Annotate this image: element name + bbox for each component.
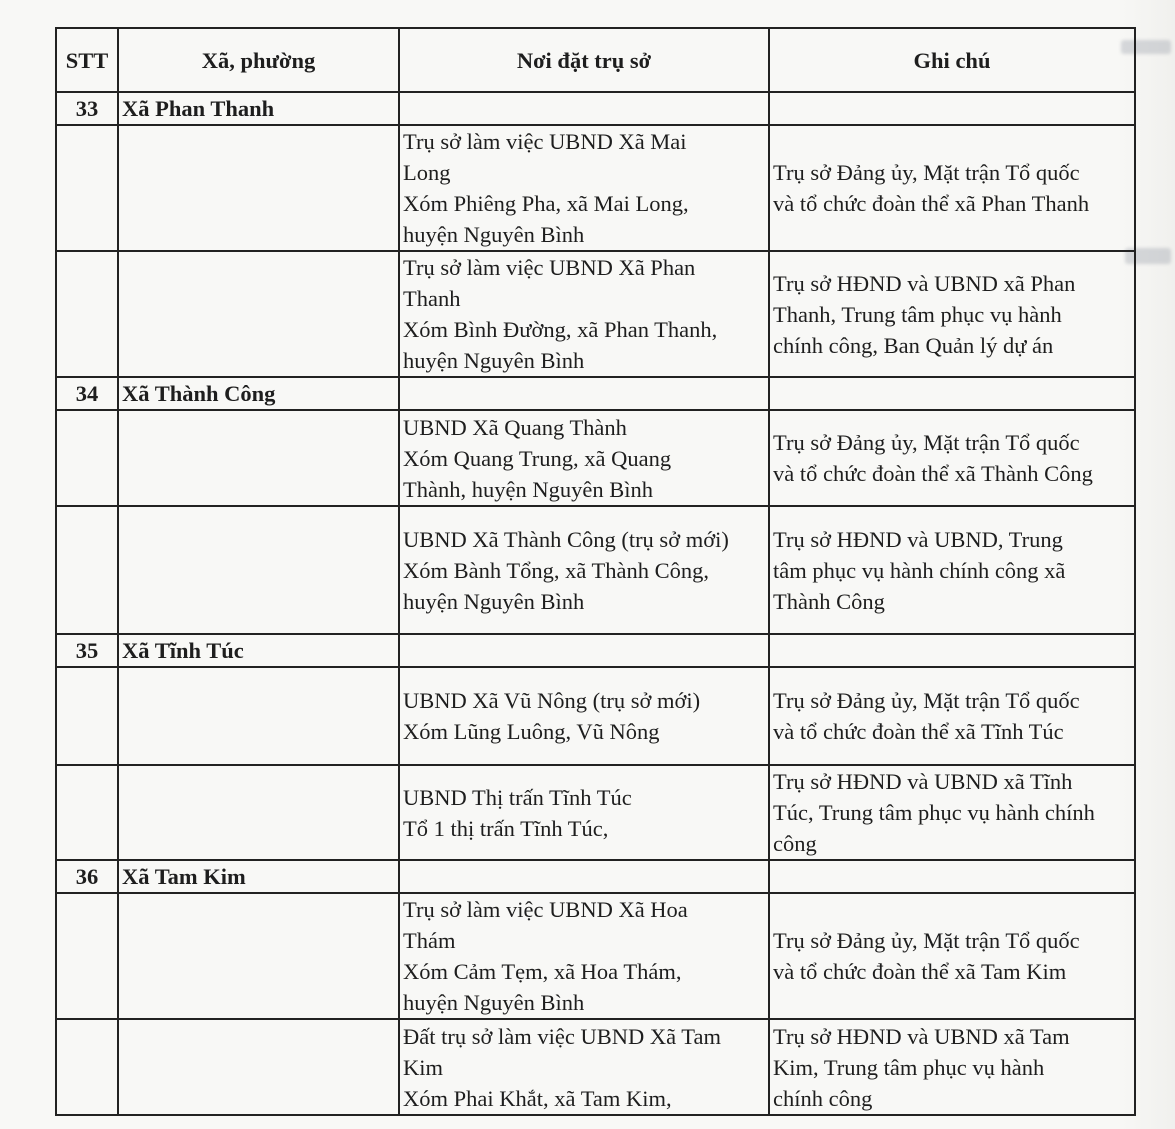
- empty-cell: [769, 634, 1135, 667]
- location-cell: [399, 251, 769, 377]
- note-line: tâm phục vụ hành chính công xã: [773, 557, 1066, 583]
- note-cell: [769, 410, 1135, 506]
- table-row: [56, 1019, 1135, 1115]
- group-row: [56, 634, 1135, 667]
- table-row: [56, 251, 1135, 377]
- note-line: và tổ chức đoàn thể xã Phan Thanh: [773, 191, 1090, 216]
- group-stt: 34: [56, 377, 118, 410]
- header-stt: STT: [56, 28, 118, 92]
- table-header-row: [56, 28, 1135, 92]
- note-cell: [769, 765, 1135, 860]
- empty-cell: [399, 634, 769, 667]
- location-line: Thanh: [403, 286, 461, 311]
- note-cell: [769, 251, 1135, 377]
- group-row: [56, 860, 1135, 893]
- header-location: Nơi đặt trụ sở: [399, 28, 769, 92]
- location-line: UBND Thị trấn Tĩnh Túc: [403, 784, 632, 810]
- note-cell: [769, 667, 1135, 765]
- note-line: Trụ sở HĐND và UBND xã Tam: [773, 1023, 1070, 1049]
- empty-cell: [118, 667, 399, 765]
- location-cell: [399, 1019, 769, 1115]
- empty-cell: [769, 377, 1135, 410]
- group-name: Xã Tĩnh Túc: [118, 634, 399, 667]
- empty-cell: [769, 92, 1135, 125]
- table-row: [56, 410, 1135, 506]
- group-stt: 33: [56, 92, 118, 125]
- location-line: Kim: [403, 1054, 444, 1080]
- empty-cell: [56, 1019, 118, 1115]
- location-line: Trụ sở làm việc UBND Xã Hoa: [403, 897, 688, 922]
- location-line: UBND Xã Vũ Nông (trụ sở mới): [403, 688, 701, 713]
- location-line: Long: [403, 160, 451, 185]
- location-line: Xóm Lũng Luông, Vũ Nông: [403, 719, 660, 744]
- table-row: [56, 765, 1135, 860]
- location-line: Xóm Phiêng Pha, xã Mai Long,: [403, 191, 689, 216]
- empty-cell: [56, 410, 118, 506]
- table-row: [56, 893, 1135, 1019]
- note-line: và tổ chức đoàn thể xã Tĩnh Túc: [773, 719, 1064, 744]
- empty-cell: [118, 410, 399, 506]
- empty-cell: [399, 860, 769, 893]
- note-cell: [769, 506, 1135, 634]
- location-line: Đất trụ sở làm việc UBND Xã Tam: [403, 1023, 721, 1049]
- location-line: UBND Xã Thành Công (trụ sở mới): [403, 526, 729, 552]
- note-line: công: [773, 831, 817, 856]
- empty-cell: [118, 125, 399, 251]
- table-row: [56, 506, 1135, 634]
- note-line: Trụ sở Đảng ủy, Mặt trận Tổ quốc: [773, 430, 1080, 455]
- location-cell: [399, 506, 769, 634]
- empty-cell: [56, 125, 118, 251]
- note-line: Kim, Trung tâm phục vụ hành: [773, 1054, 1045, 1080]
- note-line: Trụ sở HĐND và UBND xã Tĩnh: [773, 769, 1073, 794]
- location-line: huyện Nguyên Bình: [403, 990, 585, 1015]
- note-cell: [769, 125, 1135, 251]
- note-line: và tổ chức đoàn thể xã Thành Công: [773, 461, 1093, 486]
- note-line: và tổ chức đoàn thể xã Tam Kim: [773, 959, 1067, 984]
- header-commune: Xã, phường: [118, 28, 399, 92]
- group-stt: 35: [56, 634, 118, 667]
- note-line: chính công: [773, 1085, 873, 1111]
- location-line: Xóm Phai Khắt, xã Tam Kim,: [403, 1085, 672, 1111]
- empty-cell: [118, 1019, 399, 1115]
- note-line: Thành Công: [773, 588, 885, 614]
- location-line: Thám: [403, 928, 456, 953]
- empty-cell: [118, 251, 399, 377]
- location-cell: [399, 410, 769, 506]
- location-line: Trụ sở làm việc UBND Xã Mai: [403, 129, 687, 154]
- location-line: Thành, huyện Nguyên Bình: [403, 476, 653, 502]
- location-line: Xóm Bành Tổng, xã Thành Công,: [403, 557, 710, 583]
- note-line: Trụ sở Đảng ủy, Mặt trận Tổ quốc: [773, 160, 1080, 185]
- location-line: UBND Xã Quang Thành: [403, 414, 627, 440]
- empty-cell: [399, 377, 769, 410]
- group-name: Xã Phan Thanh: [118, 92, 399, 125]
- empty-cell: [399, 92, 769, 125]
- location-line: Trụ sở làm việc UBND Xã Phan: [403, 255, 696, 280]
- note-line: Trụ sở Đảng ủy, Mặt trận Tổ quốc: [773, 928, 1080, 953]
- location-line: Tổ 1 thị trấn Tĩnh Túc,: [403, 815, 609, 841]
- empty-cell: [56, 506, 118, 634]
- group-row: [56, 92, 1135, 125]
- note-line: Trụ sở HĐND và UBND, Trung: [773, 526, 1063, 552]
- empty-cell: [56, 667, 118, 765]
- header-note: Ghi chú: [769, 28, 1135, 92]
- note-line: Thanh, Trung tâm phục vụ hành: [773, 301, 1062, 327]
- location-line: Xóm Cảm Tẹm, xã Hoa Thám,: [403, 959, 682, 984]
- group-name: Xã Tam Kim: [118, 860, 399, 893]
- group-name: Xã Thành Công: [118, 377, 399, 410]
- note-cell: [769, 893, 1135, 1019]
- empty-cell: [56, 765, 118, 860]
- table-row: [56, 667, 1135, 765]
- location-line: huyện Nguyên Bình: [403, 222, 585, 247]
- table-row: [56, 125, 1135, 251]
- location-cell: [399, 667, 769, 765]
- location-line: huyện Nguyên Bình: [403, 588, 585, 614]
- empty-cell: [56, 893, 118, 1019]
- empty-cell: [118, 893, 399, 1019]
- note-line: chính công, Ban Quản lý dự án: [773, 332, 1054, 358]
- note-cell: [769, 1019, 1135, 1115]
- location-cell: [399, 893, 769, 1019]
- location-cell: [399, 765, 769, 860]
- location-line: huyện Nguyên Bình: [403, 348, 585, 373]
- empty-cell: [118, 765, 399, 860]
- location-line: Xóm Bình Đường, xã Phan Thanh,: [403, 317, 718, 342]
- group-stt: 36: [56, 860, 118, 893]
- empty-cell: [769, 860, 1135, 893]
- commune-office-table: [55, 27, 1136, 1116]
- group-row: [56, 377, 1135, 410]
- note-line: Trụ sở HĐND và UBND xã Phan: [773, 270, 1076, 296]
- location-cell: [399, 125, 769, 251]
- empty-cell: [56, 251, 118, 377]
- location-line: Xóm Quang Trung, xã Quang: [403, 445, 672, 471]
- note-line: Túc, Trung tâm phục vụ hành chính: [773, 800, 1095, 825]
- note-line: Trụ sở Đảng ủy, Mặt trận Tổ quốc: [773, 688, 1080, 713]
- empty-cell: [118, 506, 399, 634]
